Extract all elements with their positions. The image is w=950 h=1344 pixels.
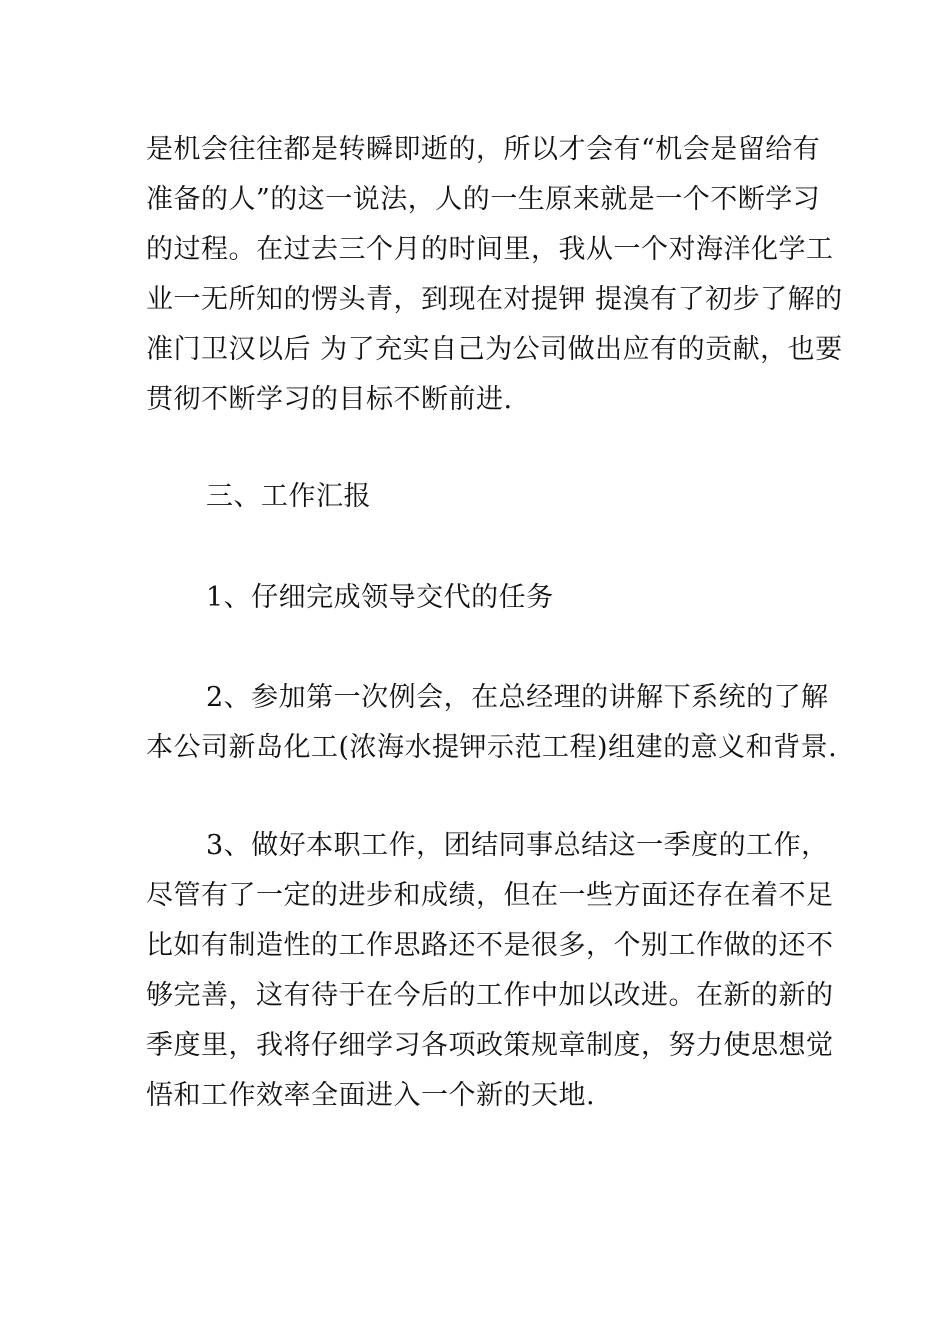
paragraph-line: 准门卫汉以后 为了充实自己为公司做出应有的贡献，也要 [146, 334, 843, 365]
paragraph-line: 的过程。在过去三个月的时间里，我从一个对海洋化学工 [146, 234, 834, 265]
section-heading: 三、工作汇报 [206, 481, 371, 512]
list-item: 1、仔细完成领导交代的任务 [206, 582, 554, 613]
paragraph-line: 是机会往往都是转瞬即逝的，所以才会有“机会是留给有 [146, 134, 821, 165]
paragraph-line: 季度里，我将仔细学习各项政策规章制度，努力使思想觉 [146, 1030, 834, 1061]
paragraph-line: 尽管有了一定的进步和成绩，但在一些方面还存在着不足 [146, 880, 834, 911]
list-item: 2、参加第一次例会，在总经理的讲解下系统的了解 [206, 682, 829, 713]
paragraph-line: 准备的人”的这一说法，人的一生原来就是一个不断学习 [146, 184, 821, 215]
paragraph-line: 悟和工作效率全面进入一个新的天地. [146, 1080, 596, 1111]
paragraph-line: 贯彻不断学习的目标不断前进. [146, 384, 513, 415]
paragraph-line: 够完善，这有待于在今后的工作中加以改进。在新的新的 [146, 980, 834, 1011]
paragraph-line: 业一无所知的愣头青，到现在对提钾 提溴有了初步了解的 [146, 284, 843, 315]
paragraph-line: 比如有制造性的工作思路还不是很多，个别工作做的还不 [146, 930, 834, 961]
paragraph-line: 本公司新岛化工(浓海水提钾示范工程)组建的意义和背景. [146, 732, 838, 763]
list-item: 3、做好本职工作，团结同事总结这一季度的工作， [206, 830, 829, 861]
